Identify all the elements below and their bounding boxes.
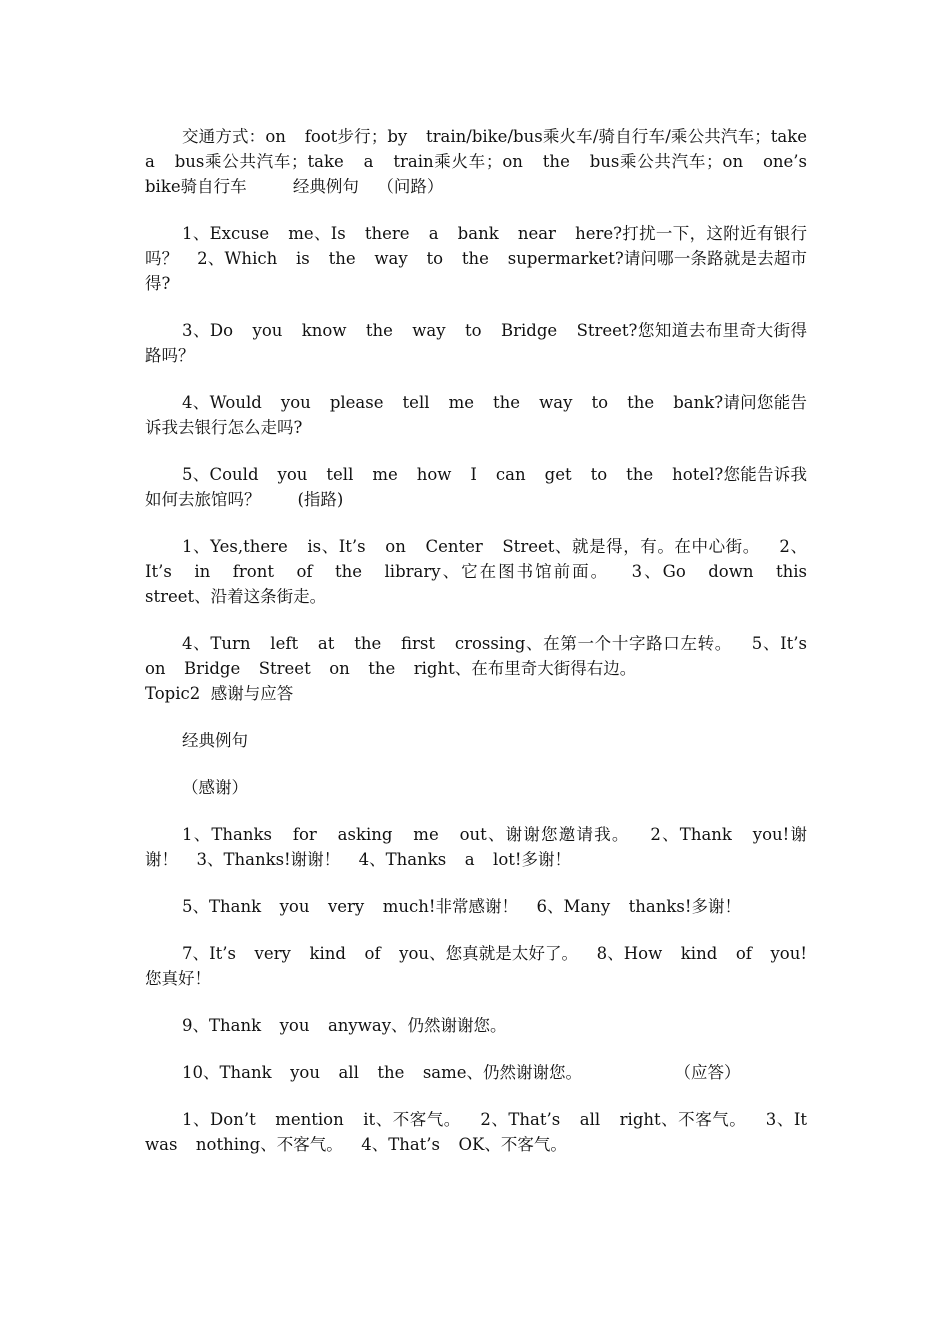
- ask-way-examples-1-2: 1、Excuse me、Is there a bank near here?打扰一下，这附近有银行吗？ 2、Which is the way to the supermarket?请问哪一条路就是去超市得?: [145, 224, 807, 293]
- ask-way-example-3: 3、Do you know the way to Bridge Street?您知道去布里奇大街得路吗？: [145, 321, 807, 365]
- document-page: [145, 124, 826, 1179]
- thanks-example-10: 10、Thank you all the same、仍然谢谢您。 （应答）: [182, 1063, 741, 1082]
- reply-examples-1-4: 1、Don’t mention it、不客气。 2、That’s all right、不客气。 3、It was nothing、不客气。 4、That’s OK、不客气。: [145, 1110, 826, 1154]
- thanks-examples-7-8: 7、It’s very kind of you、您真就是太好了。 8、How kind of you!您真好！: [145, 944, 807, 988]
- thanks-example-9: 9、Thank you anyway、仍然谢谢您。: [182, 1016, 507, 1035]
- classic-examples-label: 经典例句: [182, 731, 248, 750]
- transport-intro-paragraph: 交通方式：on foot步行；by train/bike/bus乘火车/骑自行车/乘公共汽车；take a bus乘公共汽车；take a train乘火车；on the bus乘公共汽车；on one’s bike骑自行车 经典例句 （问路）: [145, 127, 826, 196]
- ask-way-example-5: 5、Could you tell me how I can get to the hotel?您能告诉我如何去旅馆吗？ (指路): [145, 465, 807, 509]
- directions-examples-1-3: 1、Yes,there is、It’s on Center Street、就是得，有。在中心街。 2、It’s in front of the library、它在图书馆前面。 3、Go down this street、沿着这条街走。: [145, 537, 826, 606]
- thanks-examples-1-4: 1、Thanks for asking me out、谢谢您邀请我。 2、Thank you!谢谢！ 3、Thanks!谢谢！ 4、Thanks a lot!多谢！: [145, 825, 807, 869]
- thanks-section-label: （感谢）: [182, 778, 248, 797]
- directions-examples-4-5: 4、Turn left at the first crossing、在第一个十字路口左转。 5、It’s on Bridge Street on the right、在布里奇大街得右边。: [145, 634, 826, 678]
- thanks-examples-5-6: 5、Thank you very much!非常感谢！ 6、Many thanks!多谢！: [182, 897, 741, 916]
- topic2-heading: Topic2 感谢与应答: [145, 684, 294, 703]
- ask-way-example-4: 4、Would you please tell me the way to the bank?请问您能告诉我去银行怎么走吗?: [145, 393, 807, 437]
